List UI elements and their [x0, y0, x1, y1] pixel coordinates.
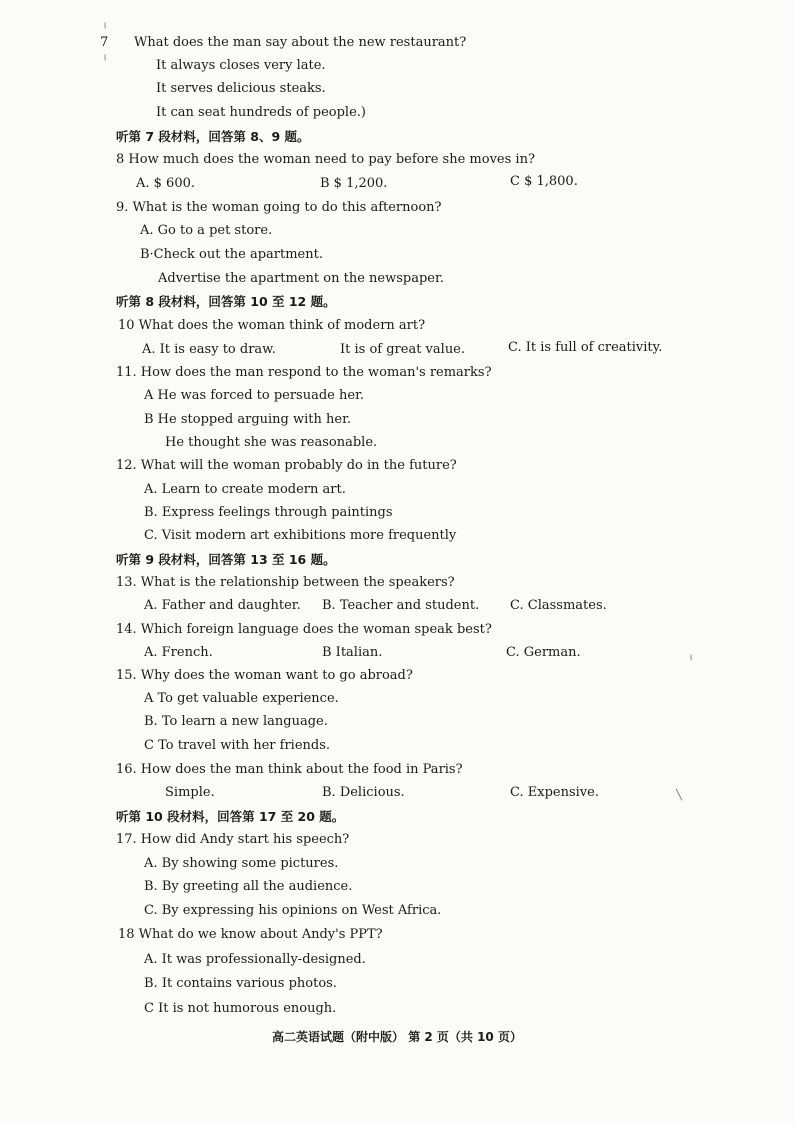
question-15-text: 15. Why does the woman want to go abroad? — [116, 668, 413, 683]
question-14-text: 14. Which foreign language does the woman speak best? — [116, 622, 492, 637]
section-heading-9: 听第 9 段材料，回答第 13 至 16 题。 — [116, 552, 336, 567]
question-16-option-a: Simple. — [165, 785, 215, 800]
scan-speck: ╷ — [102, 18, 109, 29]
question-8-option-c: C $ 1,800. — [510, 174, 578, 189]
question-13-option-c: C. Classmates. — [510, 598, 607, 613]
question-11-option-a: A He was forced to persuade her. — [144, 388, 364, 403]
question-8-option-a: A. $ 600. — [136, 176, 196, 191]
question-11-option-c: He thought she was reasonable. — [165, 435, 378, 450]
question-13-option-b: B. Teacher and student. — [322, 598, 480, 613]
question-14-option-a: A. French. — [144, 645, 213, 660]
question-15-option-c: C To travel with her friends. — [144, 738, 331, 753]
question-13-option-a: A. Father and daughter. — [144, 598, 301, 613]
question-17-option-a: A. By showing some pictures. — [144, 856, 339, 871]
question-10-option-a: A. It is easy to draw. — [142, 342, 276, 357]
question-9-option-c: Advertise the apartment on the newspaper. — [158, 271, 444, 286]
question-18-option-c: C It is not humorous enough. — [144, 1001, 337, 1016]
question-7-option-c: It can seat hundreds of people.) — [156, 105, 366, 120]
section-heading-8: 听第 8 段材料，回答第 10 至 12 题。 — [116, 294, 336, 309]
question-17-text: 17. How did Andy start his speech? — [116, 832, 350, 847]
question-12-option-a: A. Learn to create modern art. — [144, 482, 346, 497]
section-heading-7: 听第 7 段材料，回答第 8、9 题。 — [116, 129, 310, 144]
question-10-option-b: It is of great value. — [340, 342, 466, 357]
question-15-option-a: A To get valuable experience. — [144, 691, 339, 706]
question-12-text: 12. What will the woman probably do in the future? — [116, 458, 457, 473]
question-17-option-c: C. By expressing his opinions on West Africa. — [144, 903, 442, 918]
question-18-option-a: A. It was professionally-designed. — [144, 952, 366, 967]
question-14-option-c: C. German. — [506, 645, 581, 660]
question-8-text: 8 How much does the woman need to pay before she moves in? — [116, 152, 535, 167]
question-13-text: 13. What is the relationship between the speakers? — [116, 575, 455, 590]
question-15-option-b: B. To learn a new language. — [144, 714, 328, 729]
question-7-option-b: It serves delicious steaks. — [156, 81, 326, 96]
question-10-option-c: C. It is full of creativity. — [508, 340, 663, 355]
question-8-option-b: B $ 1,200. — [320, 176, 388, 191]
question-14-option-b: B Italian. — [322, 645, 383, 660]
question-11-option-b: B He stopped arguing with her. — [144, 412, 352, 427]
question-9-text: 9. What is the woman going to do this afternoon? — [116, 200, 442, 215]
question-7-text: What does the man say about the new restaurant? — [134, 35, 467, 50]
question-12-option-c: C. Visit modern art exhibitions more frequently — [144, 528, 457, 543]
question-12-option-b: B. Express feelings through paintings — [144, 505, 393, 520]
question-9-option-b: B·Check out the apartment. — [140, 247, 323, 262]
question-10-text: 10 What does the woman think of modern art? — [118, 318, 426, 333]
scan-speck: ╷ — [688, 650, 695, 661]
scan-speck: ╷ — [102, 50, 109, 61]
question-16-text: 16. How does the man think about the food in Paris? — [116, 762, 463, 777]
question-11-text: 11. How does the man respond to the woman's remarks? — [116, 365, 492, 380]
page-footer: 高二英语试题（附中版） 第 2 页（共 10 页） — [272, 1030, 522, 1044]
question-9-option-a: A. Go to a pet store. — [140, 223, 273, 238]
question-16-option-b: B. Delicious. — [322, 785, 405, 800]
scan-speck: ╲ — [676, 790, 683, 801]
question-16-option-c: C. Expensive. — [510, 785, 599, 800]
question-7-option-a: It always closes very late. — [156, 58, 326, 73]
question-18-option-b: B. It contains various photos. — [144, 976, 337, 991]
section-heading-10: 听第 10 段材料，回答第 17 至 20 题。 — [116, 809, 345, 824]
question-7-number: 7 — [100, 35, 109, 50]
question-18-text: 18 What do we know about Andy's PPT? — [118, 927, 383, 942]
question-17-option-b: B. By greeting all the audience. — [144, 879, 353, 894]
